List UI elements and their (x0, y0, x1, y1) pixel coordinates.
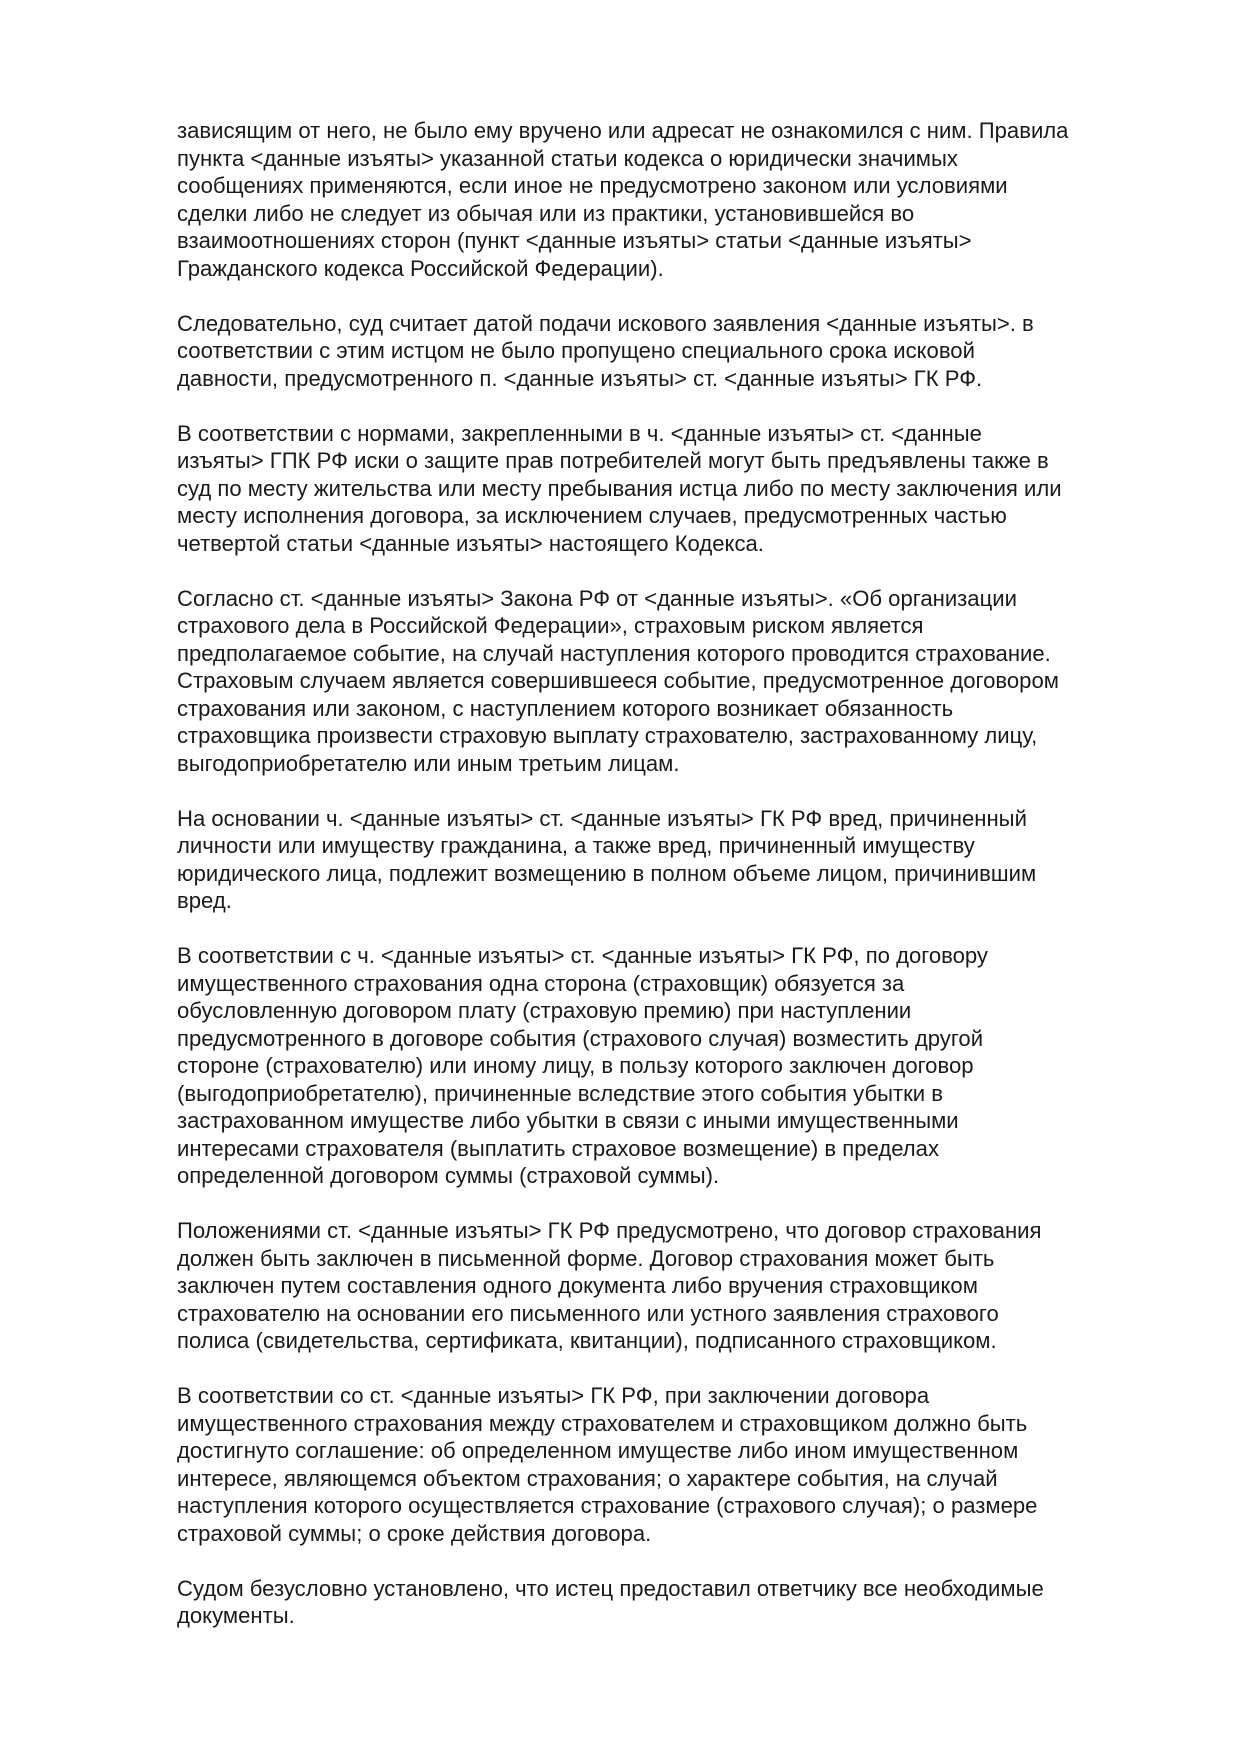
text-line: зависящим от него, не было ему вручено или адресат не ознакомился с ним. Правила (177, 118, 1069, 143)
paragraph (177, 420, 1157, 558)
text-line: В соответствии с нормами, закрепленными в ч. <данные изъяты> ст. <данные (177, 420, 982, 446)
text-line: достигнуто соглашение: об определенном имуществе либо ином имущественном (177, 1438, 1019, 1463)
text-line: стороне (страхователю) или иному лицу, в пользу которого заключен договор (177, 1053, 974, 1078)
text-line: Гражданского кодекса Российской Федерации). (177, 255, 664, 281)
text-line: должен быть заключен в письменной форме. Договор страхования может быть (177, 1245, 995, 1271)
text-line: предполагаемое событие, на случай наступления которого проводится страхование. (177, 640, 1051, 666)
text-line: изъяты> ГПК РФ иски о защите прав потребителей могут быть предъявлены также в (177, 448, 1049, 473)
text-line: месту исполнения договора, за исключением случаев, предусмотренных частью (177, 503, 1007, 528)
paragraph (177, 585, 1157, 778)
text-line: страхователю на основании его письменного или устного заявления страхового (177, 1300, 999, 1326)
text-line: На основании ч. <данные изъяты> ст. <данные изъяты> ГК РФ вред, причиненный (177, 805, 1027, 831)
text-line: страхования или законом, с наступлением которого возникает обязанность (177, 695, 954, 721)
text-line: соответствии с этим истцом не было пропущено специального срока исковой (177, 338, 975, 363)
text-line: страхового дела в Российской Федерации», страховым риском является (177, 613, 924, 638)
text-line: определенной договором суммы (страховой суммы). (177, 1163, 720, 1188)
paragraph (177, 805, 1157, 915)
text-line: В соответствии с ч. <данные изъяты> ст. <данные изъяты> ГК РФ, по договору (177, 943, 988, 968)
text-line: имущественного страхования одна сторона (страховщик) обязуется за (177, 970, 905, 996)
paragraph (177, 310, 1157, 393)
document-body (177, 117, 1157, 1657)
text-line: Страховым случаем является совершившееся событие, предусмотренное договором (177, 668, 1059, 693)
text-line: страховщика произвести страховую выплату страхователю, застрахованному лицу, (177, 723, 1038, 748)
text-line: полиса (свидетельства, сертификата, квитанции), подписанного страховщиком. (177, 1328, 997, 1353)
paragraph (177, 942, 1157, 1190)
text-line: пункта <данные изъяты> указанной статьи кодекса о юридически значимых (177, 145, 958, 171)
paragraph (177, 1382, 1157, 1547)
paragraph (177, 1217, 1157, 1355)
text-line: документы. (177, 1603, 295, 1628)
text-line: интересами страхователя (выплатить страховое возмещение) в пределах (177, 1135, 939, 1161)
text-line: сообщениях применяются, если иное не предусмотрено законом или условиями (177, 173, 1008, 198)
text-line: Судом безусловно установлено, что истец предоставил ответчику все необходимые (177, 1575, 1044, 1601)
text-line: Следовательно, суд считает датой подачи искового заявления <данные изъяты>. в (177, 310, 1034, 336)
text-line: давности, предусмотренного п. <данные изъяты> ст. <данные изъяты> ГК РФ. (177, 365, 983, 391)
text-line: страховой суммы; о сроке действия договора. (177, 1520, 652, 1546)
text-line: заключен путем составления одного документа либо вручения страховщиком (177, 1273, 978, 1298)
text-line: имущественного страхования между страхователем и страховщиком должно быть (177, 1410, 1028, 1436)
text-line: застрахованном имуществе либо убытки в связи с иными имущественными (177, 1108, 959, 1133)
text-line: выгодоприобретателю или иным третьим лицам. (177, 750, 680, 776)
text-line: вред. (177, 888, 232, 913)
text-line: Согласно ст. <данные изъяты> Закона РФ от <данные изъяты>. «Об организации (177, 585, 1017, 611)
text-line: суд по месту жительства или месту пребывания истца либо по месту заключения или (177, 475, 1062, 501)
text-line: интересе, являющемся объектом страхования; о характере события, на случай (177, 1465, 998, 1491)
text-line: обусловленную договором плату (страховую премию) при наступлении (177, 998, 912, 1023)
text-line: сделки либо не следует из обычая или из практики, установившейся во (177, 200, 915, 226)
text-line: личности или имуществу гражданина, а также вред, причиненный имуществу (177, 833, 975, 858)
text-line: В соответствии со ст. <данные изъяты> ГК РФ, при заключении договора (177, 1383, 930, 1408)
paragraph (177, 117, 1157, 282)
paragraph (177, 1575, 1157, 1630)
text-line: предусмотренного в договоре события (страхового случая) возместить другой (177, 1025, 984, 1051)
text-line: наступления которого осуществляется страхование (страхового случая); о размере (177, 1493, 1038, 1518)
text-line: юридического лица, подлежит возмещению в полном объеме лицом, причинившим (177, 860, 1037, 886)
text-line: Положениями ст. <данные изъяты> ГК РФ предусмотрено, что договор страхования (177, 1218, 1042, 1243)
text-line: (выгодоприобретателю), причиненные вследствие этого события убытки в (177, 1080, 943, 1106)
text-line: четвертой статьи <данные изъяты> настоящего Кодекса. (177, 530, 764, 556)
text-line: взаимоотношениях сторон (пункт <данные изъяты> статьи <данные изъяты> (177, 228, 972, 253)
